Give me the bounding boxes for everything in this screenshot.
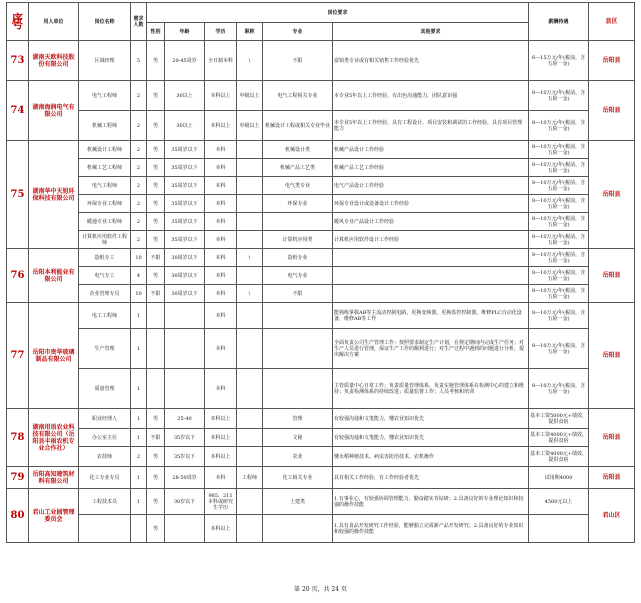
cell-position bbox=[79, 515, 131, 543]
table-row bbox=[7, 177, 635, 195]
cell-age: 28-50周岁 bbox=[165, 467, 205, 489]
cell-other: 富销类专业或有相关销售工作经验优先 bbox=[333, 41, 529, 81]
header-major: 专业 bbox=[263, 23, 333, 41]
cell-education: 本科 bbox=[205, 329, 237, 369]
cell-education: 本科以上 bbox=[205, 111, 237, 141]
cell-education: 本科 bbox=[205, 267, 237, 285]
cell-salary: 基本工资4000元+绩效，提供食宿 bbox=[529, 429, 589, 447]
cell-major: 造纸专业 bbox=[263, 249, 333, 267]
cell-count: 1 bbox=[131, 329, 147, 369]
cell-salary: 8—10万元/年(税前，含五险一金) bbox=[529, 81, 589, 111]
table-row bbox=[7, 41, 635, 81]
header-unit: 用人单位 bbox=[29, 3, 79, 41]
cell-major bbox=[263, 303, 333, 329]
cell-title bbox=[237, 369, 263, 409]
cell-age bbox=[165, 303, 205, 329]
cell-count: 2 bbox=[131, 81, 147, 111]
cell-salary: 基本工资4000元+绩效，提供食宿 bbox=[529, 447, 589, 467]
cell-other: 懂水稻种植技术、病虫害防治技术、农机操作 bbox=[333, 447, 529, 467]
cell-major: 土建类 bbox=[263, 489, 333, 515]
table-row bbox=[7, 231, 635, 249]
cell-salary: 8—10万元/年(税前，含五险一金) bbox=[529, 267, 589, 285]
cell-position: 质量管理 bbox=[79, 369, 131, 409]
cell-other: 有较强沟通和文笔能力，懂农业知识优先 bbox=[333, 429, 529, 447]
cell-other: 计算机应用软件设计工作经验 bbox=[333, 231, 529, 249]
cell-salary: 8—10万元/年(税前，含五险一金) bbox=[529, 213, 589, 231]
cell-age: 30周岁以下 bbox=[165, 249, 205, 267]
cell-salary: 8—10万元/年(税前，含五险一金) bbox=[529, 141, 589, 159]
row-employer-name: 岳阳市贵华玻璃制品有限公司 bbox=[29, 303, 79, 409]
cell-title: 中级以上 bbox=[237, 81, 263, 111]
cell-gender: 男 bbox=[147, 489, 165, 515]
cell-age bbox=[165, 369, 205, 409]
table-row bbox=[7, 285, 635, 303]
cell-gender: 男 bbox=[147, 213, 165, 231]
cell-gender: 男 bbox=[147, 111, 165, 141]
cell-count: 1 bbox=[131, 369, 147, 409]
cell-title: \ bbox=[237, 41, 263, 81]
recruitment-table-page bbox=[6, 2, 634, 543]
cell-education: 本科 bbox=[205, 249, 237, 267]
cell-salary: 4500元以上 bbox=[529, 489, 589, 515]
cell-gender: 男 bbox=[147, 515, 165, 543]
cell-title bbox=[237, 213, 263, 231]
cell-age: 30以上 bbox=[165, 81, 205, 111]
header-headcount: 需求人数 bbox=[131, 3, 147, 41]
cell-count: 2 bbox=[131, 447, 147, 467]
cell-age: 35周岁以下 bbox=[165, 213, 205, 231]
cell-age: 35周岁以下 bbox=[165, 177, 205, 195]
cell-major: 电气工程相关专业 bbox=[263, 81, 333, 111]
cell-position: 区域经理 bbox=[79, 41, 131, 81]
cell-age bbox=[165, 515, 205, 543]
cell-other bbox=[333, 285, 529, 303]
cell-salary: 6—15万元/年(税前，含五险一金) bbox=[529, 41, 589, 81]
cell-education: 本科以上 bbox=[205, 429, 237, 447]
table-row bbox=[7, 489, 635, 515]
cell-gender bbox=[147, 303, 165, 329]
header-salary: 薪酬待遇 bbox=[529, 3, 589, 41]
cell-major: 计算机应用类 bbox=[263, 231, 333, 249]
cell-other bbox=[333, 267, 529, 285]
cell-gender: 男 bbox=[147, 267, 165, 285]
cell-salary: 8—10万元/年(税前，含五险一金) bbox=[529, 329, 589, 369]
cell-position: 电气工程师 bbox=[79, 177, 131, 195]
row-county: 岳阳县 bbox=[589, 249, 635, 303]
row-seq: 74 bbox=[7, 81, 29, 141]
cell-title bbox=[237, 177, 263, 195]
cell-count: 10 bbox=[131, 285, 147, 303]
cell-major bbox=[263, 213, 333, 231]
row-county: 岳阳县 bbox=[589, 141, 635, 249]
cell-other: 能熟练掌握AB等主流动控制电路，更换变频器，更换监控控制器，维修PLC自动化设备，维修AB等工作 bbox=[333, 303, 529, 329]
row-seq: 75 bbox=[7, 141, 29, 249]
table-row bbox=[7, 409, 635, 429]
cell-count: 1 bbox=[131, 409, 147, 429]
cell-count: 5 bbox=[131, 41, 147, 81]
cell-position: 机械工程师 bbox=[79, 111, 131, 141]
cell-count: 1 bbox=[131, 303, 147, 329]
cell-gender: 男 bbox=[147, 159, 165, 177]
table-row bbox=[7, 429, 635, 447]
cell-gender: 不限 bbox=[147, 285, 165, 303]
cell-gender: 男 bbox=[147, 177, 165, 195]
cell-age: 30岁以下 bbox=[165, 489, 205, 515]
header-county: 县区 bbox=[589, 3, 635, 41]
row-employer-name: 湖南天欧科技股份有限公司 bbox=[29, 41, 79, 81]
cell-position: 化工专业专员 bbox=[79, 467, 131, 489]
row-county: 岳阳县 bbox=[589, 409, 635, 467]
cell-other: 本专业5年以上工作经验，有出色沟通能力、团队意识强 bbox=[333, 81, 529, 111]
header-title: 职称 bbox=[237, 23, 263, 41]
cell-major: 电气类专业 bbox=[263, 177, 333, 195]
cell-age: 20-45周岁 bbox=[165, 41, 205, 81]
row-seq: 76 bbox=[7, 249, 29, 303]
cell-position: 企业管理专员 bbox=[79, 285, 131, 303]
row-county: 岳阳县 bbox=[589, 467, 635, 489]
cell-gender: 男 bbox=[147, 409, 165, 429]
cell-other: 1.有事业心，有较强协调管理能力、勤奋踏实肯钻研；2.具备良好的专业理论知识和较强的操作技能 bbox=[333, 489, 529, 515]
cell-major: 环保专业 bbox=[263, 195, 333, 213]
table-row bbox=[7, 141, 635, 159]
cell-title bbox=[237, 489, 263, 515]
cell-count: 2 bbox=[131, 195, 147, 213]
cell-other bbox=[333, 249, 529, 267]
cell-education: 本科 bbox=[205, 141, 237, 159]
cell-title bbox=[237, 267, 263, 285]
cell-other: 有较强沟通和文笔能力，懂农业知识优先 bbox=[333, 409, 529, 429]
cell-gender: 男 bbox=[147, 81, 165, 111]
cell-position: 办公室主任 bbox=[79, 429, 131, 447]
cell-major: 机械设计类 bbox=[263, 141, 333, 159]
cell-title bbox=[237, 231, 263, 249]
cell-salary: 8—10万元/年(税前，含五险一金) bbox=[529, 195, 589, 213]
cell-other: 1.具有食品开发研究工作经验，能够独立完成新产品开发研究；2.具备良好的专业知识和较强的操作技能 bbox=[333, 515, 529, 543]
table-row bbox=[7, 303, 635, 329]
recruitment-table bbox=[6, 2, 635, 543]
row-seq: 79 bbox=[7, 467, 29, 489]
cell-count: 10 bbox=[131, 249, 147, 267]
header-seq: 序号 bbox=[7, 3, 29, 41]
cell-education: 本科以上 bbox=[205, 515, 237, 543]
cell-age: 35周岁以下 bbox=[165, 231, 205, 249]
cell-count: 2 bbox=[131, 111, 147, 141]
table-row bbox=[7, 267, 635, 285]
cell-count: 2 bbox=[131, 231, 147, 249]
cell-education: 本科以上 bbox=[205, 447, 237, 467]
cell-position: 电气工程师 bbox=[79, 81, 131, 111]
cell-position: 电气专工 bbox=[79, 267, 131, 285]
cell-title: 工程师 bbox=[237, 467, 263, 489]
cell-gender: 不限 bbox=[147, 429, 165, 447]
cell-age: 35周岁以下 bbox=[165, 195, 205, 213]
row-seq: 80 bbox=[7, 489, 29, 543]
cell-title: 中级以上 bbox=[237, 111, 263, 141]
cell-salary bbox=[529, 515, 589, 543]
table-row bbox=[7, 467, 635, 489]
cell-title bbox=[237, 329, 263, 369]
row-county: 岳阳县 bbox=[589, 303, 635, 409]
table-row bbox=[7, 249, 635, 267]
cell-salary: 8—10万元/年(税前，含五险一金) bbox=[529, 231, 589, 249]
cell-position: 计算机应用软件工程师 bbox=[79, 231, 131, 249]
cell-position: 机械工艺工程师 bbox=[79, 159, 131, 177]
cell-other: 暖风专业产品设计工作经验 bbox=[333, 213, 529, 231]
cell-title bbox=[237, 447, 263, 467]
cell-other: 全面负责公司生产管理工作；按照要求制定生产计划，在规定期间内完成生产任务；对生产人员进行管理，保证生产工作的顺利进行；对生产过程中遇到的问题进行分析，提出解决方案 bbox=[333, 329, 529, 369]
cell-education: 本科 bbox=[205, 213, 237, 231]
cell-age: 30周岁以下 bbox=[165, 267, 205, 285]
cell-major: 农业 bbox=[263, 447, 333, 467]
cell-age bbox=[165, 329, 205, 369]
row-county: 岳阳县 bbox=[589, 41, 635, 81]
cell-position: 机械设计工程师 bbox=[79, 141, 131, 159]
table-body bbox=[7, 41, 635, 543]
cell-salary: 8—10万元/年(税前，含五险一金) bbox=[529, 177, 589, 195]
cell-major bbox=[263, 369, 333, 409]
cell-other: 具有相关工作经验，有工作经验者优先 bbox=[333, 467, 529, 489]
cell-age: 30以上 bbox=[165, 111, 205, 141]
cell-education: 本科 bbox=[205, 369, 237, 409]
cell-position: 职业经理人 bbox=[79, 409, 131, 429]
row-seq: 77 bbox=[7, 303, 29, 409]
cell-education: 本科 bbox=[205, 195, 237, 213]
cell-other: 本专业5年以上工作经验，具有工程设计、项目安装和调试的工作经验，具有项目管理能力 bbox=[333, 111, 529, 141]
table-row bbox=[7, 515, 635, 543]
cell-major bbox=[263, 515, 333, 543]
cell-other: 环保专业设计或设备设计工作经验 bbox=[333, 195, 529, 213]
cell-title bbox=[237, 429, 263, 447]
table-row bbox=[7, 369, 635, 409]
cell-title bbox=[237, 303, 263, 329]
cell-other: 电气产品设计工作经验 bbox=[333, 177, 529, 195]
cell-education: 本科 bbox=[205, 177, 237, 195]
row-employer-name: 湖南用语农业科技有限公司（岳阳县丰雨农机专业合作社） bbox=[29, 409, 79, 467]
row-employer-name: 岳阳本利能业有限公司 bbox=[29, 249, 79, 303]
header-position: 岗位名称 bbox=[79, 3, 131, 41]
cell-gender bbox=[147, 329, 165, 369]
cell-position: 暖通专业工程师 bbox=[79, 213, 131, 231]
cell-position: 工程技术员 bbox=[79, 489, 131, 515]
cell-title bbox=[237, 409, 263, 429]
cell-title: \ bbox=[237, 285, 263, 303]
cell-count: 2 bbox=[131, 177, 147, 195]
cell-gender: 不限 bbox=[147, 249, 165, 267]
cell-education: 985、211本科或研究生学历 bbox=[205, 489, 237, 515]
table-row bbox=[7, 111, 635, 141]
cell-title bbox=[237, 195, 263, 213]
cell-count: 2 bbox=[131, 141, 147, 159]
cell-gender: 男 bbox=[147, 195, 165, 213]
cell-major: 机械产品工艺类 bbox=[263, 159, 333, 177]
cell-gender: 男 bbox=[147, 467, 165, 489]
row-county: 岳阳县 bbox=[589, 81, 635, 141]
page-footer: 第 20 页，共 24 页 bbox=[294, 586, 347, 593]
cell-position: 电工工程师 bbox=[79, 303, 131, 329]
cell-major: 不限 bbox=[263, 285, 333, 303]
cell-education: 本科 bbox=[205, 467, 237, 489]
cell-major: 机械设计工程或相关专业毕业 bbox=[263, 111, 333, 141]
header-requirements: 岗位要求 bbox=[147, 3, 529, 23]
cell-major: 化工相关专业 bbox=[263, 467, 333, 489]
cell-count: 2 bbox=[131, 213, 147, 231]
cell-age: 35岁以下 bbox=[165, 447, 205, 467]
cell-education: 本科 bbox=[205, 303, 237, 329]
table-row bbox=[7, 447, 635, 467]
cell-salary: 8—10万元/年(税前，含五险一金) bbox=[529, 111, 589, 141]
cell-salary: 8—10万元/年(税前，含五险一金) bbox=[529, 249, 589, 267]
cell-gender: 男 bbox=[147, 141, 165, 159]
row-county: 君山区 bbox=[589, 489, 635, 543]
cell-salary: 8—10万元/年(税前，含五险一金) bbox=[529, 159, 589, 177]
row-employer-name: 岳阳高知建筑材料有限公司 bbox=[29, 467, 79, 489]
cell-age: 25-40 bbox=[165, 409, 205, 429]
cell-education: 本科以上 bbox=[205, 409, 237, 429]
cell-position: 生产管理 bbox=[79, 329, 131, 369]
cell-salary: 8—10万元/年(税前，含五险一金) bbox=[529, 303, 589, 329]
cell-count: 1 bbox=[131, 467, 147, 489]
row-employer-name: 君山工业园管理委员会 bbox=[29, 489, 79, 543]
table-row bbox=[7, 159, 635, 177]
row-seq: 73 bbox=[7, 41, 29, 81]
cell-other: 机械产品工艺工作经验 bbox=[333, 159, 529, 177]
cell-salary: 基本工资5000元+绩效，提供食宿 bbox=[529, 409, 589, 429]
cell-education: 本科 bbox=[205, 285, 237, 303]
cell-gender: 男 bbox=[147, 447, 165, 467]
cell-title: \ bbox=[237, 249, 263, 267]
cell-other: 机械产品设计工作经验 bbox=[333, 141, 529, 159]
cell-major: 电气专业 bbox=[263, 267, 333, 285]
cell-salary: 8—10万元/年(税前，含五险一金) bbox=[529, 369, 589, 409]
row-employer-name: 湖南海润电气有限公司 bbox=[29, 81, 79, 141]
cell-other: 主管质量中心日常工作；负责质量管理体系，负责实施管理体系在检测中心的建立和维持；负责检测体系的持续改进；质量监督工作；人员考核和培训 bbox=[333, 369, 529, 409]
cell-position: 环保专业工程师 bbox=[79, 195, 131, 213]
cell-education: 本科以上 bbox=[205, 81, 237, 111]
cell-count bbox=[131, 515, 147, 543]
row-seq: 78 bbox=[7, 409, 29, 467]
cell-title bbox=[237, 515, 263, 543]
cell-position: 造纸专工 bbox=[79, 249, 131, 267]
cell-count: 1 bbox=[131, 489, 147, 515]
cell-major: 文秘 bbox=[263, 429, 333, 447]
table-row bbox=[7, 81, 635, 111]
cell-major: 管理 bbox=[263, 409, 333, 429]
cell-age: 35岁以下 bbox=[165, 429, 205, 447]
table-row bbox=[7, 213, 635, 231]
cell-major bbox=[263, 329, 333, 369]
cell-position: 农技师 bbox=[79, 447, 131, 467]
table-row bbox=[7, 329, 635, 369]
cell-title bbox=[237, 141, 263, 159]
cell-gender bbox=[147, 369, 165, 409]
header-education: 学历 bbox=[205, 23, 237, 41]
row-employer-name: 湖南华中天旭环保科技有限公司 bbox=[29, 141, 79, 249]
header-other: 其他要求 bbox=[333, 23, 529, 41]
cell-title bbox=[237, 159, 263, 177]
cell-gender: 男 bbox=[147, 231, 165, 249]
cell-count: 2 bbox=[131, 159, 147, 177]
cell-education: 本科 bbox=[205, 159, 237, 177]
header-age: 年龄 bbox=[165, 23, 205, 41]
cell-age: 30周岁以下 bbox=[165, 285, 205, 303]
cell-education: 全日制本科 bbox=[205, 41, 237, 81]
cell-age: 35周岁以下 bbox=[165, 141, 205, 159]
cell-salary: 8—10万元/年(税前，含五险一金) bbox=[529, 285, 589, 303]
cell-count: 1 bbox=[131, 429, 147, 447]
cell-gender: 男 bbox=[147, 41, 165, 81]
table-row bbox=[7, 195, 635, 213]
header-gender: 性别 bbox=[147, 23, 165, 41]
cell-count: 4 bbox=[131, 267, 147, 285]
cell-age: 35周岁以下 bbox=[165, 159, 205, 177]
cell-major: 不限 bbox=[263, 41, 333, 81]
cell-education: 本科 bbox=[205, 231, 237, 249]
cell-salary: 试用期4000 bbox=[529, 467, 589, 489]
